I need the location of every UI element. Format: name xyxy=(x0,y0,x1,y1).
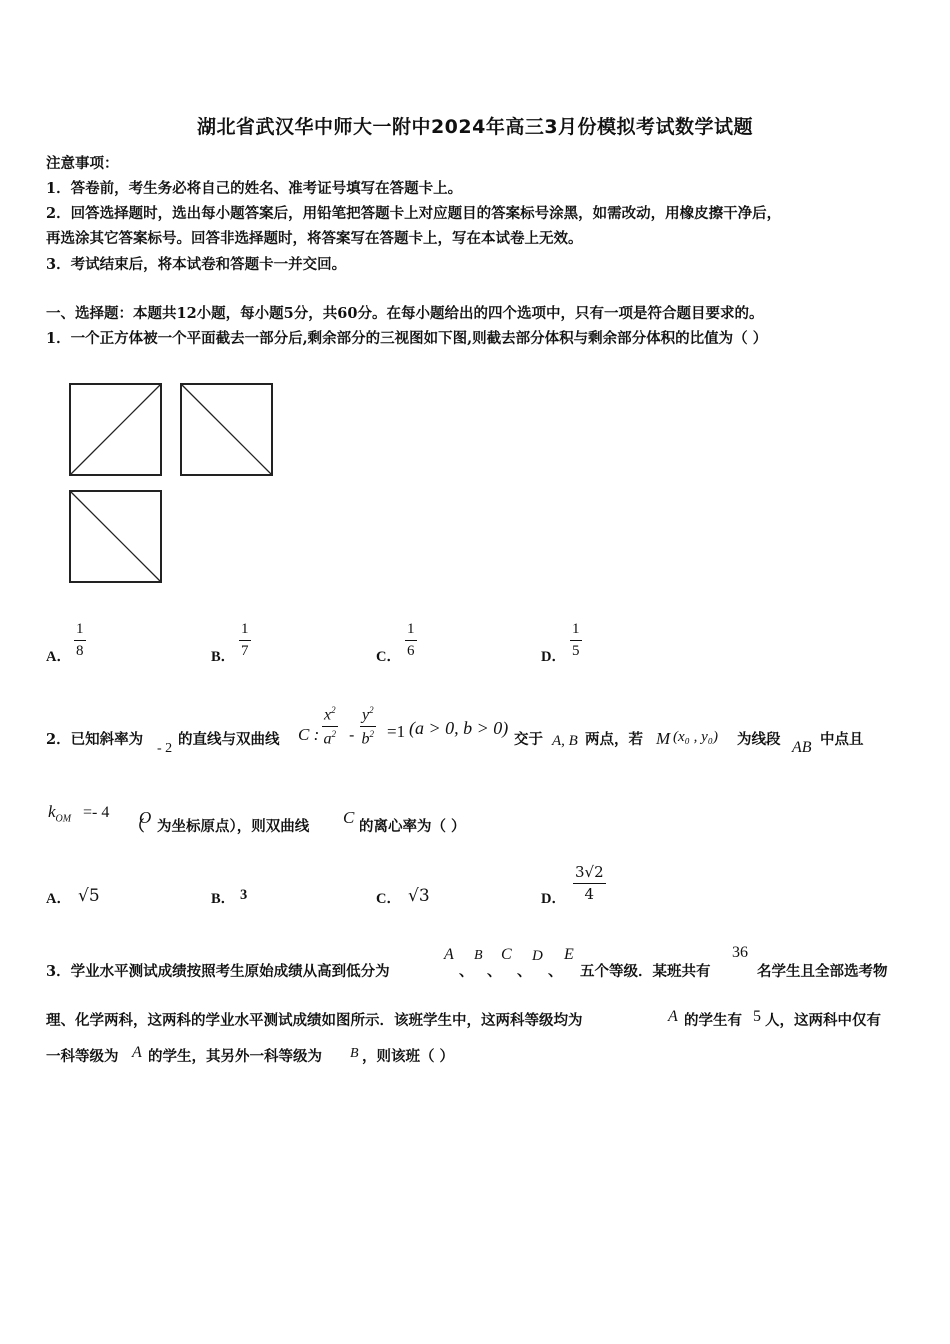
q3-stem-3: 名学生且全部选考物 xyxy=(757,963,888,980)
q2-option-b-label: B． xyxy=(211,891,236,907)
q2-curve-c: C xyxy=(343,808,355,827)
q3-grade-b-ref: B xyxy=(350,1046,359,1061)
q2-option-b: 3 xyxy=(240,887,248,903)
q3-grade-d: D xyxy=(532,948,543,964)
q3-stem-4: 理、化学两科，这两科的学业水平测试成绩如图所示．该班学生中，这两科等级均为 xyxy=(46,1012,583,1029)
q1-option-d-fraction: $\frac{1}{5}$ xyxy=(572,621,580,659)
q2-equals-one: =1 xyxy=(387,722,406,741)
q3-grade-c: C xyxy=(501,946,512,963)
q1-option-c-fraction: $\frac{1}{6}$ xyxy=(407,621,415,659)
q3-grade-b: B xyxy=(474,948,483,963)
question-1-stem: 1．一个正方体被一个平面截去一部分后,剩余部分的三视图如下图,则截去部分体积与剩余部分体积的比值为（ ） xyxy=(46,330,768,347)
q2-origin: O xyxy=(139,808,152,827)
notice-heading: 注意事项： xyxy=(46,155,119,172)
q2-k-subscript: OM xyxy=(55,813,72,825)
q3-grade-a: A xyxy=(444,946,454,963)
q2-option-c-label: C． xyxy=(376,891,401,907)
q3-grade-a-ref: A xyxy=(668,1008,678,1025)
q3-stem-5: 的学生有 xyxy=(684,1012,742,1029)
q3-class-size: 36 xyxy=(732,944,748,961)
q1-option-b-fraction: $\frac{1}{7}$ xyxy=(241,621,249,659)
q2-k: $k_{OM}$ xyxy=(48,802,72,825)
q2-option-c: √3 xyxy=(408,886,430,906)
q2-option-d-fraction: $\frac{3√2}{4}$ xyxy=(575,863,604,903)
q2-option-a-label: A． xyxy=(46,891,71,907)
q2-stem-3: 交于 xyxy=(514,731,543,748)
q3-sep-2: 、 xyxy=(487,963,502,980)
q3-stem-6: 人，这两科中仅有 xyxy=(765,1012,881,1029)
q3-stem-2: 五个等级．某班共有 xyxy=(580,963,711,980)
q2-points-ab: A, B xyxy=(552,733,578,749)
q1-option-a-label: A． xyxy=(46,649,71,665)
q2-option-d-label: D． xyxy=(541,891,566,907)
q2-minus: - xyxy=(349,725,355,744)
top-view-diagonal xyxy=(70,491,161,582)
q2-stem-1: 2．已知斜率为 xyxy=(46,731,144,748)
q1-option-b-label: B． xyxy=(211,649,236,665)
q2-k-value: =- 4 xyxy=(83,804,110,821)
q2-stem-6: 中点且 xyxy=(820,731,864,748)
q3-sep-4: 、 xyxy=(548,963,563,980)
q2-y-over-b: $\frac{y^2}{b^2}$ xyxy=(361,705,375,748)
q2-condition: (a > 0, b > 0) xyxy=(409,718,509,738)
three-view-figure xyxy=(60,376,290,591)
notice-item-2: 2．回答选择题时，选出每小题答案后，用铅笔把答题卡上对应题目的答案标号涂黑，如需改动，用橡皮擦干净后， xyxy=(46,205,782,222)
q3-stem-1: 3．学业水平测试成绩按照考生原始成绩从高到低分为 xyxy=(46,963,390,980)
notice-item-3: 3．考试结束后，将本试卷和答题卡一并交回。 xyxy=(46,256,347,273)
front-view-diagonal xyxy=(70,384,161,475)
q2-stem-2: 的直线与双曲线 xyxy=(178,731,280,748)
q1-option-d-label: D． xyxy=(541,649,566,665)
q1-option-c-label: C． xyxy=(376,649,401,665)
q2-stem-7: （ xyxy=(130,818,145,835)
q2-curve-name: C : xyxy=(298,725,320,744)
q3-stem-7: 一科等级为 xyxy=(46,1048,119,1065)
notice-item-2-cont: 再选涂其它答案标号。回答非选择题时，将答案写在答题卡上，写在本试卷上无效。 xyxy=(46,230,583,247)
q2-point-m: M xyxy=(656,729,671,748)
q2-stem-8: 为坐标原点），则双曲线 xyxy=(157,818,310,835)
q3-grade-e: E xyxy=(564,946,574,963)
q3-sep-3: 、 xyxy=(517,963,532,980)
q2-stem-4: 两点，若 xyxy=(585,731,643,748)
q3-stem-9: ，则该班（ ） xyxy=(362,1048,455,1065)
q2-x-over-a: $\frac{x^2}{a^2}$ xyxy=(323,705,337,748)
notice-item-1: 1．答卷前，考生务必将自己的姓名、准考证号填写在答题卡上。 xyxy=(46,180,463,197)
q2-slope: - 2 xyxy=(157,741,173,756)
q3-both-a-count: 5 xyxy=(753,1008,761,1025)
q2-m-coords: (x₀ , y₀) xyxy=(673,729,718,745)
q3-grade-a-ref-2: A xyxy=(132,1044,142,1061)
q2-stem-5: 为线段 xyxy=(737,731,781,748)
side-view-diagonal xyxy=(181,384,272,475)
q2-segment: AB xyxy=(792,739,812,756)
q2-stem-9: 的离心率为（ ） xyxy=(359,818,466,835)
section-heading: 一、选择题：本题共12小题，每小题5分，共60分。在每小题给出的四个选项中，只有一项是符合题目要求的。 xyxy=(46,305,764,322)
page-title: 湖北省武汉华中师大一附中2024年高三3月份模拟考试数学试题 xyxy=(196,116,754,138)
q3-sep-1: 、 xyxy=(459,963,474,980)
q3-stem-8: 的学生，其另外一科等级为 xyxy=(148,1048,322,1065)
q2-option-a: √5 xyxy=(78,886,100,906)
q1-option-a-fraction: $\frac{1}{8}$ xyxy=(76,621,84,659)
